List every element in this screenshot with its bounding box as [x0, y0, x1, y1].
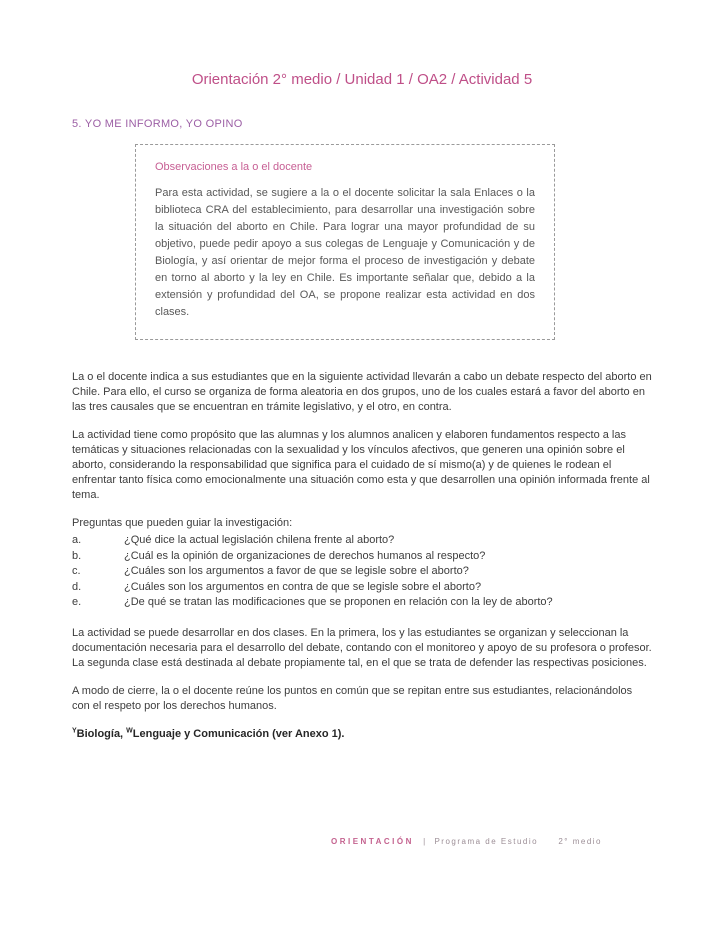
list-item	[72, 533, 652, 549]
list-item-letter: d.	[72, 580, 82, 593]
list-item	[72, 549, 652, 565]
activity-paragraph-3: La actividad se puede desarrollar en dos clases. En la primera, los y las estudiantes se organizan y seleccionan la documentación necesaria para el desarrollo del debate, contando con el monitoreo y apoyo de su profesora o profesor. La segunda clase está destinada al debate propiamente tal, en el que se trata de defender las respectivas posiciones.	[72, 626, 652, 669]
footer-separator: |	[423, 837, 426, 846]
footer-brand: ORIENTACIÓN	[330, 837, 414, 846]
list-item-text: ¿De qué se tratan las modificaciones que se proponen en relación con la ley de aborto?	[124, 596, 553, 608]
guiding-questions-list	[72, 533, 652, 611]
footnote-subject-2: Lenguaje y Comunicación (ver Anexo 1).	[132, 727, 345, 740]
activity-body	[72, 370, 652, 742]
footnote-subject-1: Biología,	[76, 727, 127, 740]
footer-program-label: Programa de Estudio	[434, 837, 539, 846]
list-item-text: ¿Cuáles son los argumentos en contra de que se legisle sobre el aborto?	[124, 580, 482, 593]
activity-paragraph-2: La actividad tiene como propósito que las alumnas y los alumnos analicen y elaboren fundamentos respecto a las temáticas y situaciones relacionadas con la sexualidad y los vínculos afectivos, que generen una opinión sobre el aborto, considerando la responsabilidad que significa para el cuidado de sí mismo(a) y de quienes le rodean el enfrentar tanto física como emocionalmente una situación como esta y que desarrollen una opinión informada frente al tema.	[72, 429, 650, 501]
list-item	[72, 564, 652, 580]
footnote-marker: Y	[72, 726, 77, 734]
activity-paragraph-1: La o el docente indica a sus estudiantes que en la siguiente actividad llevarán a cabo un debate respecto del aborto en Chile. Para ello, el curso se organiza de forma aleatoria en dos grupos, uno de los cuales estará a favor del aborto en las tres causales que se encuentran en trámite legislativo, y el otro, en contra.	[72, 371, 652, 413]
document-title: Orientación 2° medio / Unidad 1 / OA2 / Actividad 5	[191, 71, 533, 88]
list-item-text: ¿Qué dice la actual legislación chilena frente al aborto?	[124, 534, 395, 546]
questions-intro: Preguntas que pueden guiar la investigación:	[72, 517, 293, 529]
list-item-text: ¿Cuál es la opinión de organizaciones de derechos humanos al respecto?	[124, 549, 486, 562]
page-footer	[0, 836, 602, 848]
footnote-marker: W	[126, 726, 133, 734]
teacher-observations-box	[135, 144, 555, 340]
observations-box-heading: Observaciones a la o el docente	[155, 161, 313, 173]
observations-box-body: Para esta actividad, se sugiere a la o el docente solicitar la sala Enlaces o la biblioteca CRA del establecimiento, para desarrollar una investigación sobre la situación del aborto en Chile. Para lograr una mayor profundidad de su objetivo, puede pedir apoyo a sus colegas de Lenguaje y Comunicación y de Biología, y así orientar de mejor forma el proceso de investigación y debate en torno al aborto y la ley en Chile. Es importante señalar que, debido a la extensión y profundidad del OA, se propone realizar esta actividad en dos clases.	[155, 187, 535, 318]
list-item-letter: e.	[72, 596, 82, 608]
list-item-letter: a.	[72, 534, 82, 546]
subject-reference-line	[72, 727, 652, 742]
activity-paragraph-4: A modo de cierre, la o el docente reúne los puntos en común que se repitan entre sus estudiantes, relacionándolos con el respeto por los derechos humanos.	[72, 684, 633, 712]
section-heading: 5. YO ME INFORMO, YO OPINO	[72, 118, 243, 130]
list-item	[72, 580, 652, 596]
list-item-letter: b.	[72, 549, 82, 562]
list-item-letter: c.	[72, 565, 81, 577]
list-item-text: ¿Cuáles son los argumentos a favor de que se legisle sobre el aborto?	[124, 565, 469, 577]
list-item	[72, 595, 652, 611]
footer-level-label: 2° medio	[558, 837, 602, 846]
